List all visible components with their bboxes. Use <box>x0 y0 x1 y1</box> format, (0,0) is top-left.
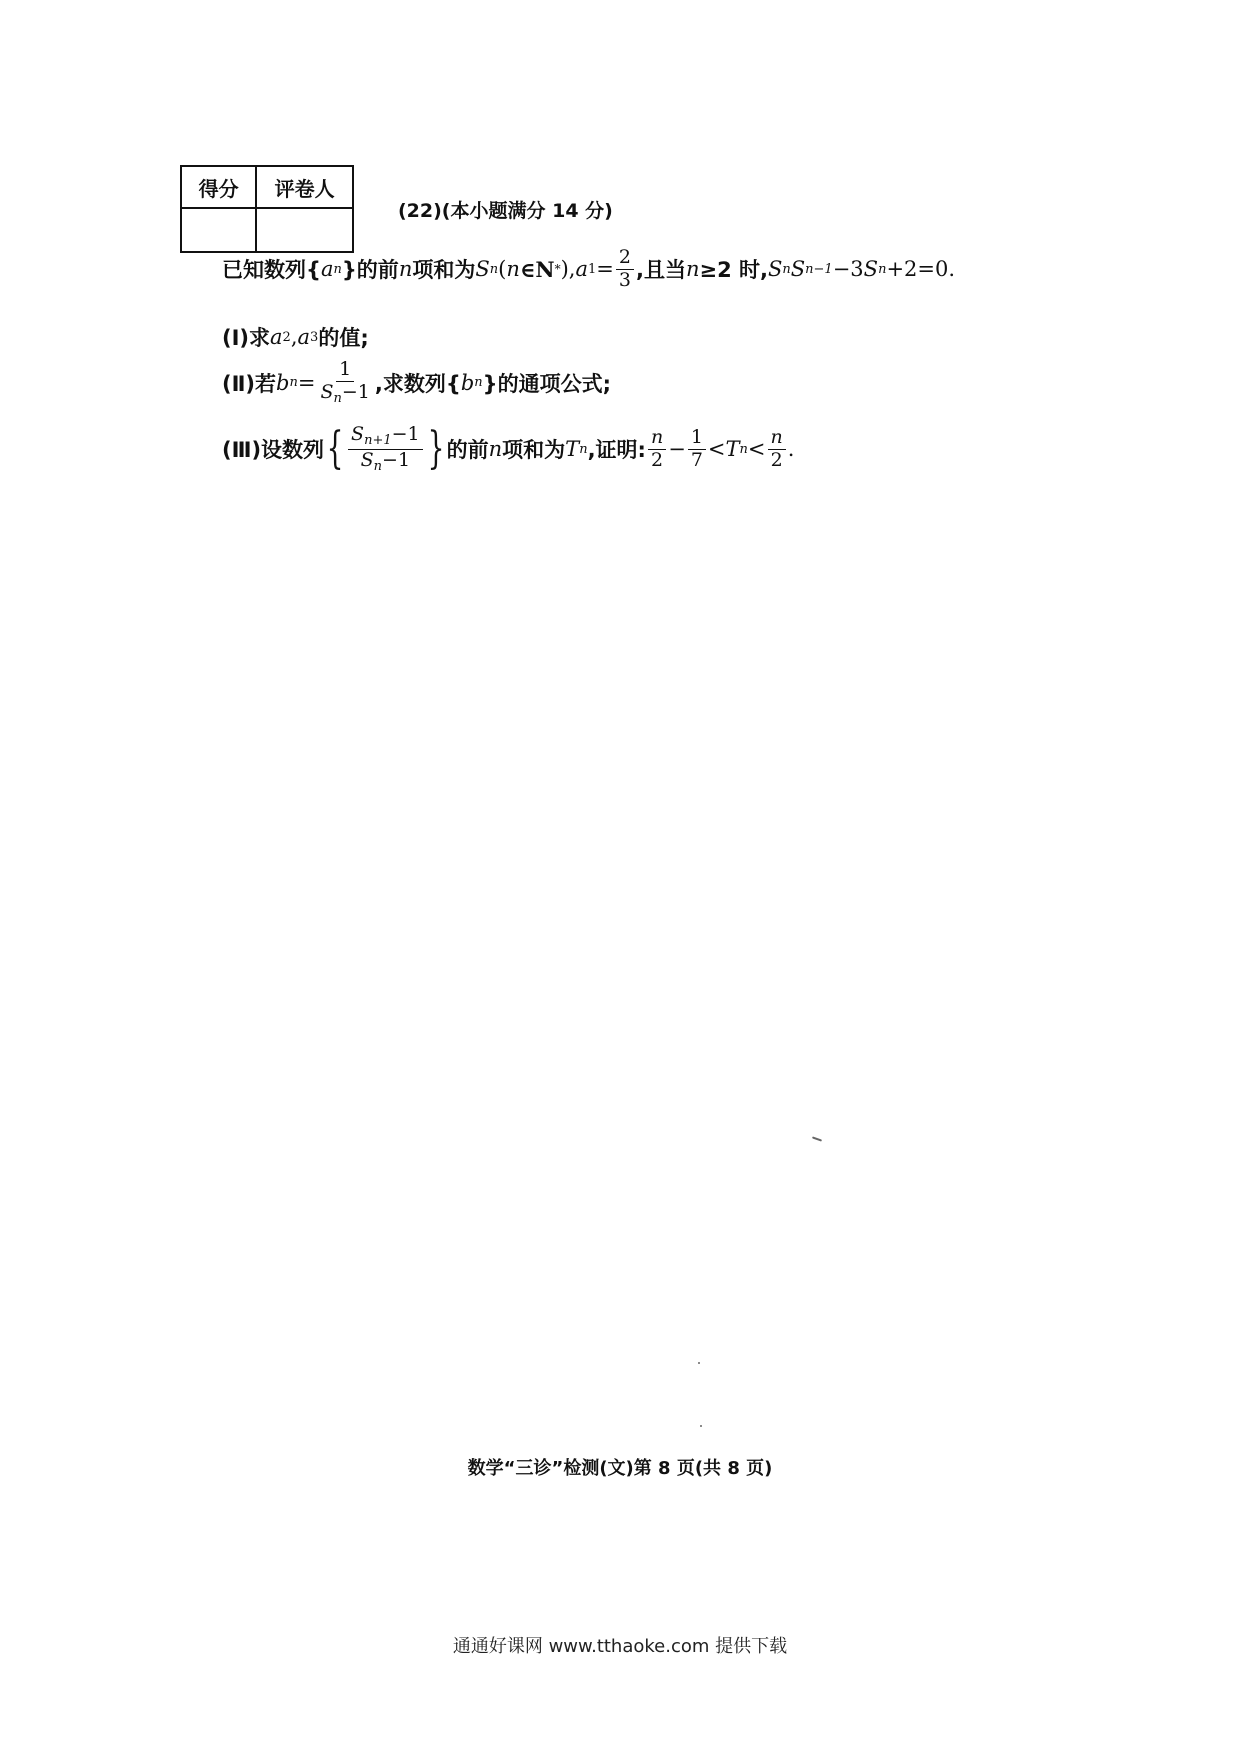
stem-a1-sub: 1 <box>588 261 597 277</box>
stem-n-cond: n <box>685 257 700 282</box>
part-3-seq-den <box>358 450 413 474</box>
stem-cond-S2-sub: n−1 <box>805 261 833 277</box>
part-1-a2: a <box>270 325 283 349</box>
stem-cond-minus3: −3 <box>832 257 864 282</box>
part-1-a2-sub: 2 <box>282 329 291 345</box>
part-3 <box>222 425 794 473</box>
stem-text-1: 已知数列{ <box>222 258 321 283</box>
stem-cond-S1-sub: n <box>782 261 791 277</box>
part-2-b: b <box>276 370 290 395</box>
part-1-a3: a <box>297 325 311 349</box>
part-3-n: n <box>488 437 503 462</box>
part-3-T2-sub: n <box>739 441 748 457</box>
part-2-text-2: }的通项公式; <box>482 371 612 396</box>
part-1-comma: , <box>290 325 298 349</box>
stem-S-sub: n <box>489 261 499 277</box>
part-3-den-sub: n <box>373 458 383 474</box>
stem-cond-tail: +2=0. <box>886 257 956 282</box>
part-3-frac-3-num: n <box>768 428 786 450</box>
part-2-label: (Ⅱ)若 <box>222 371 277 396</box>
part-3-left-brace: { <box>326 423 344 475</box>
stem-cond-S3: S <box>863 257 879 282</box>
stem-in-N: ∈N <box>519 256 555 282</box>
stem-star: * <box>554 262 561 277</box>
stem-text-4: ,且当 <box>635 258 686 283</box>
stem-S: S <box>475 257 490 282</box>
score-cell <box>181 208 256 252</box>
part-3-num-sub: n+1 <box>364 433 392 448</box>
part-3-T-sub: n <box>579 441 588 457</box>
part-3-minus: − <box>668 437 686 462</box>
stem-paren-close: ), <box>560 257 576 282</box>
part-2 <box>222 360 611 406</box>
part-1 <box>222 322 369 352</box>
part-1-label: (Ⅰ)求 <box>222 326 271 350</box>
stem-text-2: }的前 <box>341 258 399 283</box>
stem-n: n <box>398 257 413 282</box>
part-3-den-tail: −1 <box>382 448 411 471</box>
page-footer: 数学“三诊”检测(文)第 8 页(共 8 页) <box>467 1458 773 1479</box>
score-label: 得分 <box>181 166 256 208</box>
stem-a-sub: n <box>333 261 342 277</box>
download-watermark: 通通好课网 www.tthaoke.com 提供下载 <box>452 1636 788 1657</box>
part-3-frac-1-den: 2 <box>651 448 664 471</box>
stem-text-5: ≥2 时, <box>699 258 768 283</box>
part-3-num-S: S <box>351 423 365 445</box>
stem-cond-S3-sub: n <box>878 261 887 277</box>
part-3-frac-2-num: 1 <box>688 428 706 450</box>
part-3-T2: T <box>725 437 740 462</box>
stem-text-3: 项和为 <box>412 258 476 283</box>
stem-cond-S2: S <box>790 257 806 282</box>
part-3-text-2: 项和为 <box>502 438 566 463</box>
part-3-frac-2-den: 7 <box>690 448 703 471</box>
part-3-frac-3 <box>768 425 786 471</box>
part-3-den-S: S <box>360 448 374 471</box>
part-3-lt-2: < <box>747 437 766 462</box>
stem-a1: a <box>575 257 588 282</box>
part-2-frac-num: 1 <box>336 360 354 382</box>
question-stem <box>222 248 955 291</box>
grader-label: 评卷人 <box>256 166 353 208</box>
part-3-seq-num <box>348 425 423 450</box>
stem-n-in: n <box>506 257 520 282</box>
stem-eq: = <box>596 257 614 282</box>
part-3-frac-1-num: n <box>648 428 666 450</box>
part-2-b2-sub: n <box>474 375 483 391</box>
score-table <box>180 165 354 253</box>
stem-paren-open: ( <box>498 257 507 282</box>
stem-frac-num: 2 <box>616 248 634 270</box>
part-3-frac-1 <box>648 425 666 471</box>
grader-cell <box>256 208 353 252</box>
stem-a: a <box>320 257 334 282</box>
part-3-period: . <box>787 437 795 462</box>
part-3-text-3: ,证明: <box>587 438 646 463</box>
part-2-fraction <box>317 360 372 406</box>
part-3-text-1: 的前 <box>446 438 489 463</box>
part-2-text-1: ,求数列{ <box>374 371 461 396</box>
part-2-frac-den <box>317 382 372 406</box>
part-1-a3-sub: 3 <box>310 329 319 345</box>
part-2-b-sub: n <box>289 375 298 391</box>
part-3-frac-3-den: 2 <box>770 448 783 471</box>
scan-speck <box>700 1425 702 1427</box>
part-2-b2: b <box>460 370 475 395</box>
scan-speck <box>698 1362 700 1364</box>
part-3-seq-fraction <box>348 425 423 473</box>
part-2-den-S: S <box>320 380 334 403</box>
part-2-den-S-sub: n <box>333 390 342 406</box>
stem-frac-den: 3 <box>618 268 631 291</box>
part-3-lt-1: < <box>707 437 726 462</box>
part-3-T: T <box>565 437 580 462</box>
part-3-frac-2 <box>688 425 706 471</box>
part-1-tail: 的值; <box>318 326 369 350</box>
part-2-eq: = <box>297 370 316 395</box>
part-3-label: (Ⅲ)设数列 <box>222 438 325 463</box>
part-2-den-tail: −1 <box>341 380 370 403</box>
stem-fraction <box>616 248 634 291</box>
question-header: (22)(本小题满分 14 分) <box>398 200 613 222</box>
stem-cond-S1: S <box>768 257 783 282</box>
scan-speck <box>812 1136 822 1141</box>
part-3-right-brace: } <box>427 423 445 475</box>
part-3-num-tail: −1 <box>391 423 420 445</box>
